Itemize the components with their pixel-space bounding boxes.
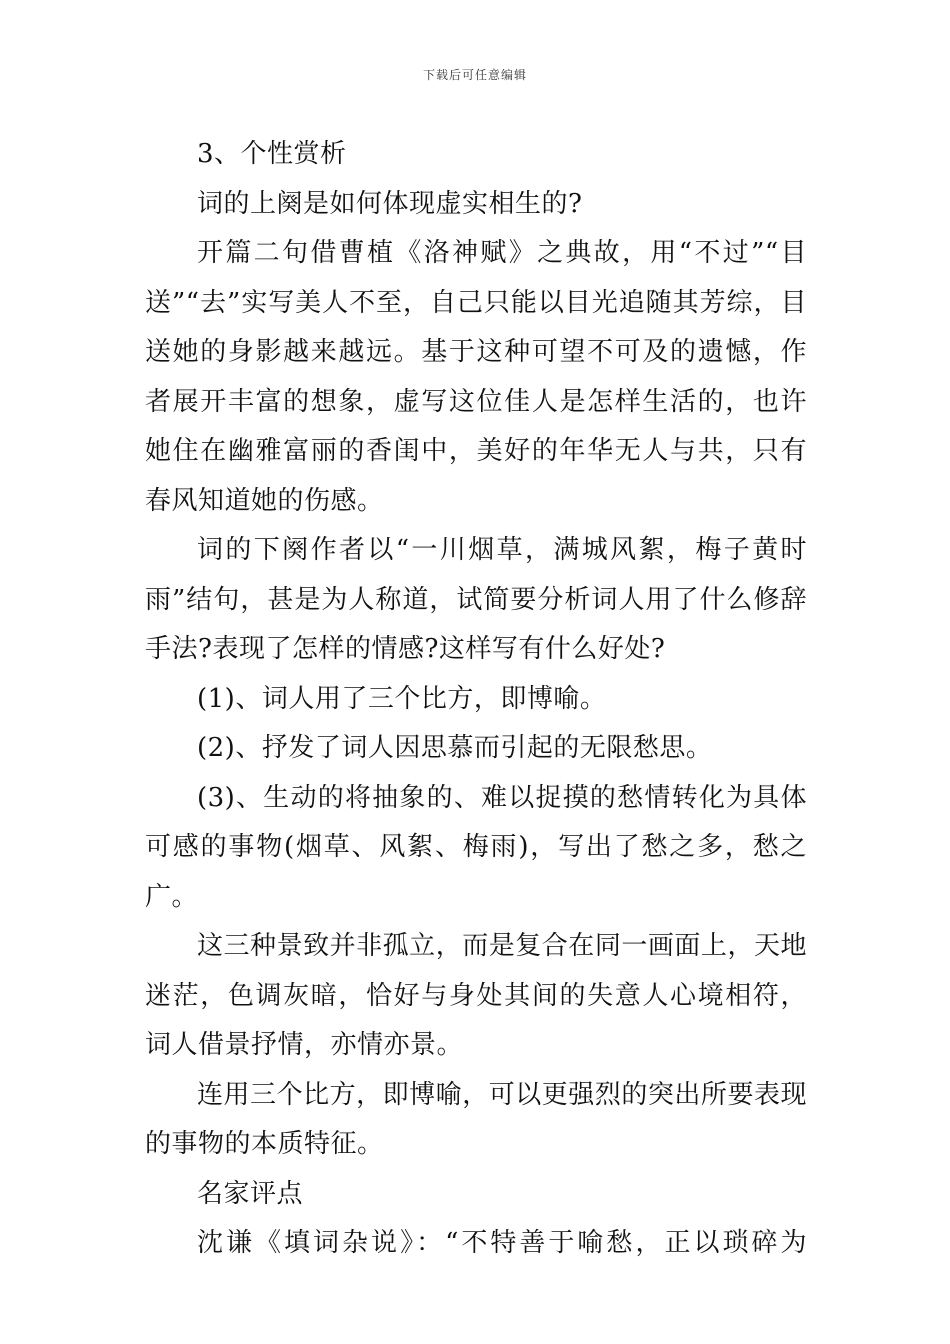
question-paragraph: 词的下阕作者以“一川烟草，满城风絮，梅子黄时雨”结句，甚是为人称道，试简要分析词人用了什么修辞手法?表现了怎样的情感?这样写有什么好处?	[145, 535, 807, 664]
answer-item-1: (1)、词人用了三个比方，即博喻。	[197, 683, 607, 714]
quote-paragraph: 沈谦《填词杂说》：“不特善于喻愁，正以琐碎为	[197, 1228, 807, 1258]
body-paragraph: 开篇二句借曹植《洛神赋》之典故，用“不过”“目送”“去”实写美人不至，自己只能以目光追随其芳综，目送她的身影越来越远。基于这种可望不可及的遗憾，作者展开丰富的想象，虚写这位佳人是怎样生活的，也许她住在幽雅富丽的香闺中，美好的年华无人与共，只有春风知道她的伤感。	[145, 238, 807, 516]
document-body	[145, 130, 807, 1269]
answer-item-2: (2)、抒发了词人因思慕而引起的无限愁思。	[197, 733, 713, 763]
section-heading: 3、个性赏析	[197, 139, 347, 169]
question-paragraph: 词的上阕是如何体现虚实相生的?	[197, 188, 583, 219]
section-heading: 名家评点	[197, 1178, 304, 1209]
answer-item-3: (3)、生动的将抽象的、难以捉摸的愁情转化为具体可感的事物(烟草、风絮、梅雨)，写出了愁之多，愁之广。	[145, 782, 807, 912]
body-paragraph: 这三种景致并非孤立，而是复合在同一画面上，天地迷茫，色调灰暗，恰好与身处其间的失意人心境相符，词人借景抒情，亦情亦景。	[145, 931, 807, 1060]
body-paragraph: 连用三个比方，即博喻，可以更强烈的突出所要表现的事物的本质特征。	[145, 1079, 807, 1159]
page-header: 下载后可任意编辑	[422, 68, 527, 82]
